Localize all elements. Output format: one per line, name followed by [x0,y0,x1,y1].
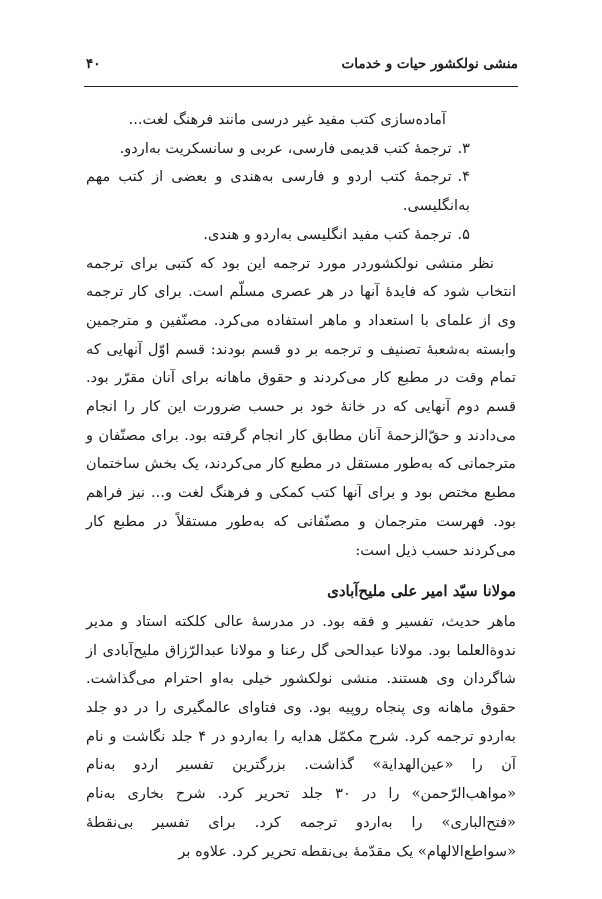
translation-paragraph: نظر منشی نولکشوردر مورد ترجمه این بود که کتبی برای ترجمه انتخاب شود که فایدهٔ آنها در هر عصری مسلّم است. برای کار ترجمه وی از علمای با استعداد و ماهر استفاده می‌کرد. مصنّفین و مترجمین وابسته به‌شعبهٔ تصنیف و ترجمه بر دو قسم بودند: قسم اوّل آنهایی که تمام وقت در مطبع کار می‌کردند و حقوق ماهانه برای آنان مقرّر بود. قسم دوم آنهایی که در خانهٔ خود بر حسب ضرورت این کار را انجام می‌دادند و حقّ‌الزحمهٔ آنان مطابق کار انجام گرفته بود. برای مصنّفان و مترجمانی که به‌طور مستقل در مطبع کار می‌کردند، یک بخش ساختمان مطبع مختص بود و برای آنها کتب کمکی و فرهنگ لغت و... نیز فراهم بود. فهرست مترجمان و مصنّفانی که به‌طور مستقلاً در مطبع کار می‌کردند حسب ذیل است: [86,254,516,559]
section-heading: مولانا سیّد امیر علی ملیح‌آبادی [327,582,516,601]
list-item [86,135,516,164]
section-paragraph: ماهر حدیث، تفسیر و فقه بود. در مدرسهٔ عالی کلکته استاد و مدیر ندوة‌العلما بود. مولانا عبدالحی گل رعنا و مولانا عبدالرّزاق ملیح‌آبادی از شاگردان وی هستند. منشی نولکشور خیلی به‌او احترام می‌گذاشت. حقوق ماهانه وی پنجاه روپیه بود. وی فتاوای عالمگیری را در دو جلد به‌اردو ترجمه کرد. شرح مکمّل هدایه را به‌اردو در ۴ جلد نگاشت و نام آن را «عین‌الهدایة» گذاشت. بزرگترین تفسیر اردو به‌نام «مواهب‌الرّحمن» را در ۳۰ جلد تحریر کرد. شرح بخاری به‌نام «فتح‌الباری» را به‌اردو ترجمه کرد. برای تفسیر بی‌نقطهٔ «سواطع‌الالهام» یک مقدّمهٔ بی‌نقطه تحریر کرد. علاوه بر [86,612,516,860]
list-item [86,221,516,250]
list-item-text: ترجمهٔ کتب اردو و فارسی به‌هندی و بعضی از کتب مهم به‌انگلیسی. [86,168,470,215]
list-item-text: ترجمهٔ کتب قدیمی فارسی، عربی و سانسکریت به‌اردو. [119,139,452,157]
running-title: منشی نولکشور حیات و خدمات [341,56,518,72]
list-continuation: آماده‌سازی کتب مفید غیر درسی مانند فرهنگ لغت... [128,111,446,128]
list-item-number: ۵. [457,225,470,243]
list-item-number: ۴. [457,168,470,186]
list-item-text: ترجمهٔ کتب مفید انگلیسی به‌اردو و هندی. [203,225,452,243]
page-number: ۴۰ [86,56,101,72]
list-item-number: ۳. [457,139,470,157]
running-header [86,56,518,72]
list-item [86,163,516,220]
header-rule [84,86,518,87]
page-body [86,106,516,866]
